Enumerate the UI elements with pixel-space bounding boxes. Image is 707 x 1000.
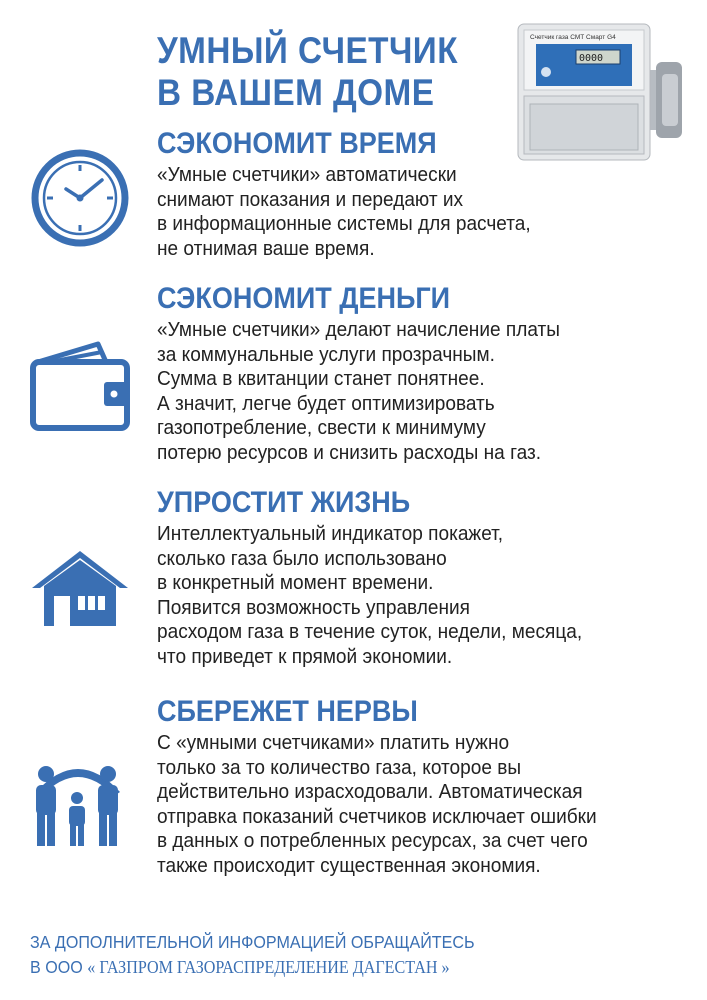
section-heading: СЭКОНОМИТ ДЕНЬГИ: [157, 282, 451, 315]
meter-label: Счетчик газа СМТ Смарт G4: [530, 34, 616, 41]
house-icon: [30, 548, 130, 628]
footer-line-1: ЗА ДОПОЛНИТЕЛЬНОЙ ИНФОРМАЦИЕЙ ОБРАЩАЙТЕСЬ: [30, 932, 475, 952]
text-line: газопотребление, свести к минимуму: [157, 416, 486, 439]
title-line-1: УМНЫЙ СЧЕТЧИК: [157, 30, 458, 71]
text-line: за коммунальные услуги прозрачным.: [157, 342, 495, 366]
text-line: в конкретный момент времени.: [157, 571, 434, 594]
footer-contact: [30, 930, 513, 980]
section-text: [157, 318, 590, 465]
text-line: «Умные счетчики» делают начисление платы: [157, 318, 560, 341]
family-icon: [26, 752, 130, 848]
section-heading: СЭКОНОМИТ ВРЕМЯ: [157, 127, 437, 160]
wallet-icon: [28, 340, 132, 432]
page-title: [157, 30, 458, 114]
section-heading: УПРОСТИТ ЖИЗНЬ: [157, 486, 411, 519]
text-line: снимают показания и передают их: [157, 187, 464, 211]
text-line: что приведет к прямой экономии.: [157, 644, 453, 668]
text-line: также происходит существенная экономия.: [157, 853, 541, 877]
text-line: «Умные счетчики» автоматически: [157, 163, 457, 186]
section-heading: СБЕРЕЖЕТ НЕРВЫ: [157, 695, 418, 728]
text-line: расходом газа в течение суток, недели, месяца,: [157, 620, 583, 643]
text-line: потерю ресурсов и снизить расходы на газ.: [157, 440, 542, 464]
section-save-money: [157, 282, 590, 465]
text-line: Интеллектуальный индикатор покажет,: [157, 522, 504, 545]
footer-line-2: [30, 955, 475, 980]
text-line: в данных о потребленных ресурсах, за счет чего: [157, 829, 588, 852]
title-line-2: В ВАШЕМ ДОМЕ: [157, 72, 435, 113]
text-line: Сумма в квитанции станет понятнее.: [157, 367, 485, 390]
section-save-time: [157, 127, 559, 261]
footer-prefix: В ООО: [30, 957, 83, 977]
text-line: сколько газа было использовано: [157, 546, 447, 570]
footer-org-name: « ГАЗПРОМ ГАЗОРАСПРЕДЕЛЕНИЕ ДАГЕСТАН »: [87, 957, 450, 977]
text-line: отправка показаний счетчиков исключает ошибки: [157, 804, 597, 828]
section-save-nerves: [157, 695, 630, 878]
section-text: [157, 731, 630, 878]
clock-icon: [30, 148, 130, 248]
text-line: С «умными счетчиками» платить нужно: [157, 731, 510, 754]
section-text: [157, 522, 614, 669]
text-line: только за то количество газа, которое вы: [157, 755, 522, 779]
text-line: в информационные системы для расчета,: [157, 212, 531, 235]
text-line: А значит, легче будет оптимизировать: [157, 391, 495, 415]
text-line: не отнимая ваше время.: [157, 236, 375, 260]
section-text: [157, 163, 559, 261]
text-line: действительно израсходовали. Автоматическая: [157, 780, 583, 803]
section-simplify-life: [157, 486, 614, 669]
meter-display: 0000: [579, 53, 604, 64]
text-line: Появится возможность управления: [157, 595, 470, 619]
